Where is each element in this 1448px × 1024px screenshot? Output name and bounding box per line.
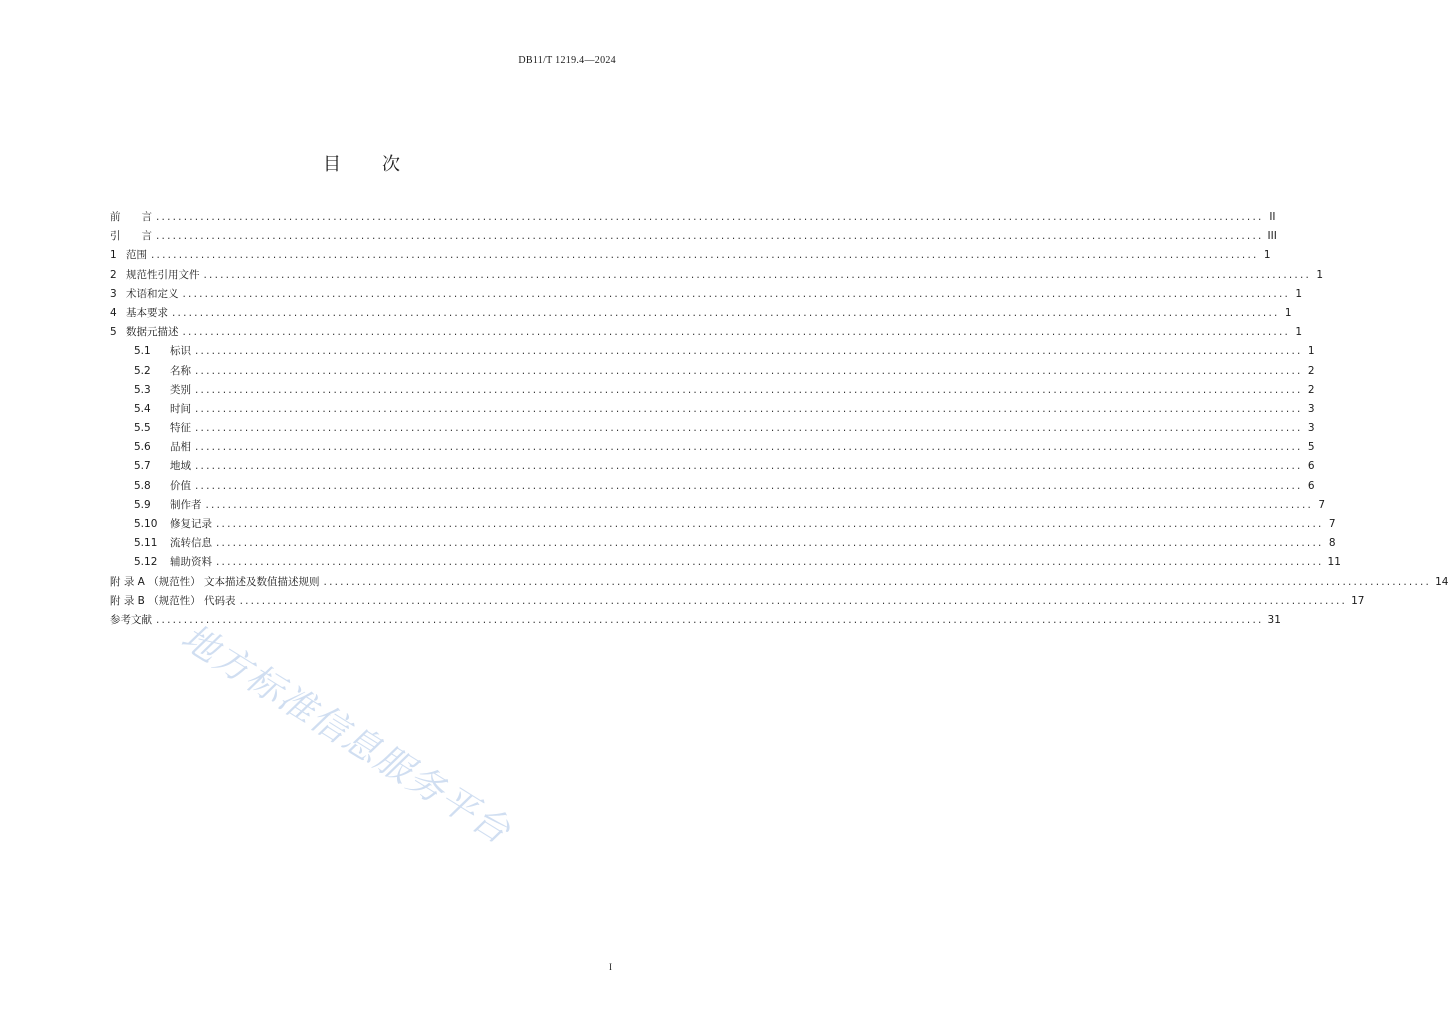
toc-entry-page: 7 [1318, 498, 1326, 511]
toc-entry-page: 31 [1267, 613, 1281, 626]
toc-entry-text: 参考文献 [110, 613, 152, 626]
toc-entry-page: 1 [1307, 345, 1315, 358]
toc-entry[interactable] [110, 208, 1276, 227]
toc-entry[interactable] [110, 227, 1277, 246]
toc-entry-label [110, 573, 320, 592]
toc-entry[interactable] [110, 400, 1315, 419]
toc-entry[interactable] [110, 496, 1326, 515]
toc-leader-dots: ........................................................................................................................................................................................................ [195, 383, 1303, 396]
toc-entry-text: 附 录 A （规范性） 文本描述及数值描述规则 [110, 575, 320, 588]
toc-entry-label [110, 381, 191, 400]
toc-entry-page: 6 [1307, 460, 1315, 473]
toc-entry-page: 3 [1307, 422, 1315, 435]
toc-entry-text: 前 言 [110, 211, 152, 223]
toc-entry-page: 2 [1307, 364, 1315, 377]
table-of-contents [110, 208, 1448, 630]
toc-leader-dots: ........................................................................................................................................................................................................ [323, 575, 1432, 588]
toc-entry-page: 1 [1284, 306, 1292, 319]
toc-leader-dots: ........................................................................................................................................................................................................ [195, 441, 1303, 454]
toc-entry-text: 数据元描述 [126, 326, 179, 339]
toc-entry-text: 价值 [170, 479, 191, 492]
toc-leader-dots: ........................................................................................................................................................................................................ [151, 249, 1259, 262]
toc-entry-label [110, 496, 202, 515]
toc-leader-dots: ........................................................................................................................................................................................................ [156, 211, 1264, 223]
toc-entry-text: 修复记录 [170, 518, 212, 530]
toc-entry-label [110, 515, 212, 534]
toc-entry-label [110, 246, 147, 265]
toc-entry[interactable] [110, 534, 1336, 553]
toc-leader-dots: ........................................................................................................................................................................................................ [195, 479, 1303, 492]
toc-entry-number: 5.9 [134, 498, 151, 511]
toc-entry-page: 1 [1295, 287, 1303, 300]
toc-entry-label [110, 438, 191, 457]
toc-entry-text: 名称 [170, 364, 191, 377]
toc-entry[interactable] [110, 381, 1315, 400]
watermark: 地方标准信息服务平台 [174, 616, 519, 853]
toc-entry-label [110, 611, 152, 630]
toc-leader-dots: ........................................................................................................................................................................................................ [156, 613, 1264, 626]
toc-entry[interactable] [110, 515, 1336, 534]
toc-entry-text: 品相 [170, 441, 191, 454]
toc-entry-text: 地域 [170, 460, 191, 473]
toc-entry-number: 5.11 [134, 537, 158, 550]
toc-entry-number: 4 [110, 306, 117, 319]
toc-entry-label [110, 419, 191, 438]
toc-entry-page: 7 [1328, 518, 1336, 530]
toc-leader-dots: ........................................................................................................................................................................................................ [216, 537, 1324, 550]
toc-entry-label [110, 362, 191, 381]
toc-entry-number: 5.2 [134, 364, 151, 377]
toc-entry-text: 时间 [170, 402, 191, 415]
toc-entry-text: 制作者 [170, 498, 202, 511]
toc-entry-page: 17 [1351, 594, 1365, 607]
toc-entry[interactable] [110, 419, 1315, 438]
toc-leader-dots: ........................................................................................................................................................................................................ [205, 498, 1314, 511]
document-code: DB11/T 1219.4—2024 [518, 55, 616, 66]
toc-entry[interactable] [110, 342, 1315, 361]
toc-entry-page: 8 [1328, 537, 1336, 550]
toc-entry-text: 特征 [170, 422, 191, 435]
toc-entry[interactable] [110, 553, 1341, 572]
toc-entry-number: 5 [110, 326, 117, 339]
toc-entry-number: 5.4 [134, 402, 151, 415]
toc-entry-page: 6 [1307, 479, 1315, 492]
toc-entry[interactable] [110, 304, 1292, 323]
toc-entry[interactable] [110, 266, 1324, 285]
toc-leader-dots: ........................................................................................................................................................................................................ [195, 364, 1303, 377]
toc-entry-page: 5 [1307, 441, 1315, 454]
toc-entry[interactable] [110, 477, 1315, 496]
toc-entry-text: 基本要求 [126, 306, 168, 319]
toc-leader-dots: ........................................................................................................................................................................................................ [172, 306, 1280, 319]
toc-leader-dots: ........................................................................................................................................................................................................ [156, 230, 1264, 243]
toc-entry-text: 标识 [170, 345, 191, 358]
toc-leader-dots: ........................................................................................................................................................................................................ [216, 556, 1324, 569]
toc-entry-number: 5.6 [134, 441, 151, 454]
toc-entry-number: 5.5 [134, 422, 151, 435]
toc-title [0, 150, 724, 176]
toc-entry-page: 3 [1307, 402, 1315, 415]
toc-entry-number: 3 [110, 287, 117, 300]
toc-leader-dots: ........................................................................................................................................................................................................ [195, 345, 1303, 358]
toc-entry-label [110, 477, 191, 496]
toc-leader-dots: ........................................................................................................................................................................................................ [195, 402, 1303, 415]
toc-entry-page: II [1269, 211, 1276, 223]
page-number: I [609, 962, 612, 972]
toc-leader-dots: ........................................................................................................................................................................................................ [182, 326, 1291, 339]
toc-entry-page: 1 [1295, 326, 1303, 339]
toc-entry[interactable] [110, 611, 1281, 630]
toc-leader-dots: ........................................................................................................................................................................................................ [239, 594, 1348, 607]
toc-title-part1: 目 [323, 154, 342, 175]
toc-entry-page: 1 [1263, 249, 1271, 262]
toc-entry-number: 5.8 [134, 479, 151, 492]
toc-entry-page: III [1267, 230, 1277, 243]
toc-entry-number: 5.12 [134, 556, 158, 569]
toc-entry-label [110, 323, 179, 342]
toc-entry-label [110, 208, 152, 227]
toc-entry-label [110, 592, 236, 611]
toc-entry-text: 流转信息 [170, 537, 212, 550]
toc-title-part2: 次 [382, 154, 401, 175]
toc-entry-page: 1 [1316, 268, 1324, 281]
toc-entry-label [110, 285, 179, 304]
toc-entry-label [110, 553, 212, 572]
toc-entry-number: 5.7 [134, 460, 151, 473]
toc-leader-dots: ........................................................................................................................................................................................................ [203, 268, 1312, 281]
toc-entry-text: 范围 [126, 249, 147, 262]
toc-entry-page: 2 [1307, 383, 1315, 396]
toc-entry-text: 规范性引用文件 [126, 268, 200, 281]
toc-entry-text: 术语和定义 [126, 287, 179, 300]
toc-entry-number: 1 [110, 249, 117, 262]
toc-entry-label [110, 400, 191, 419]
toc-entry[interactable] [110, 323, 1303, 342]
toc-entry-text: 辅助资料 [170, 556, 212, 569]
toc-leader-dots: ........................................................................................................................................................................................................ [195, 422, 1303, 435]
toc-entry[interactable] [110, 246, 1271, 265]
toc-entry-text: 引 言 [110, 230, 152, 243]
toc-entry-number: 5.3 [134, 383, 151, 396]
toc-entry-label [110, 342, 191, 361]
toc-entry-text: 附 录 B （规范性） 代码表 [110, 594, 236, 607]
toc-entry-label [110, 266, 200, 285]
toc-entry[interactable] [110, 457, 1315, 476]
toc-entry[interactable] [110, 438, 1315, 457]
toc-entry-number: 2 [110, 268, 117, 281]
toc-leader-dots: ........................................................................................................................................................................................................ [195, 460, 1303, 473]
toc-leader-dots: ........................................................................................................................................................................................................ [216, 518, 1324, 530]
toc-entry-page: 11 [1327, 556, 1341, 569]
toc-entry-number: 5.10 [134, 518, 158, 530]
toc-entry[interactable] [110, 592, 1365, 611]
toc-entry-text: 类别 [170, 383, 191, 396]
toc-entry-label [110, 304, 168, 323]
toc-entry-label [110, 534, 212, 553]
toc-entry-label [110, 227, 152, 246]
toc-entry[interactable] [110, 362, 1315, 381]
toc-entry[interactable] [110, 573, 1448, 592]
toc-entry-label [110, 457, 191, 476]
toc-leader-dots: ........................................................................................................................................................................................................ [182, 287, 1291, 300]
toc-entry-page: 14 [1435, 575, 1448, 588]
toc-entry[interactable] [110, 285, 1303, 304]
toc-entry-number: 5.1 [134, 345, 151, 358]
